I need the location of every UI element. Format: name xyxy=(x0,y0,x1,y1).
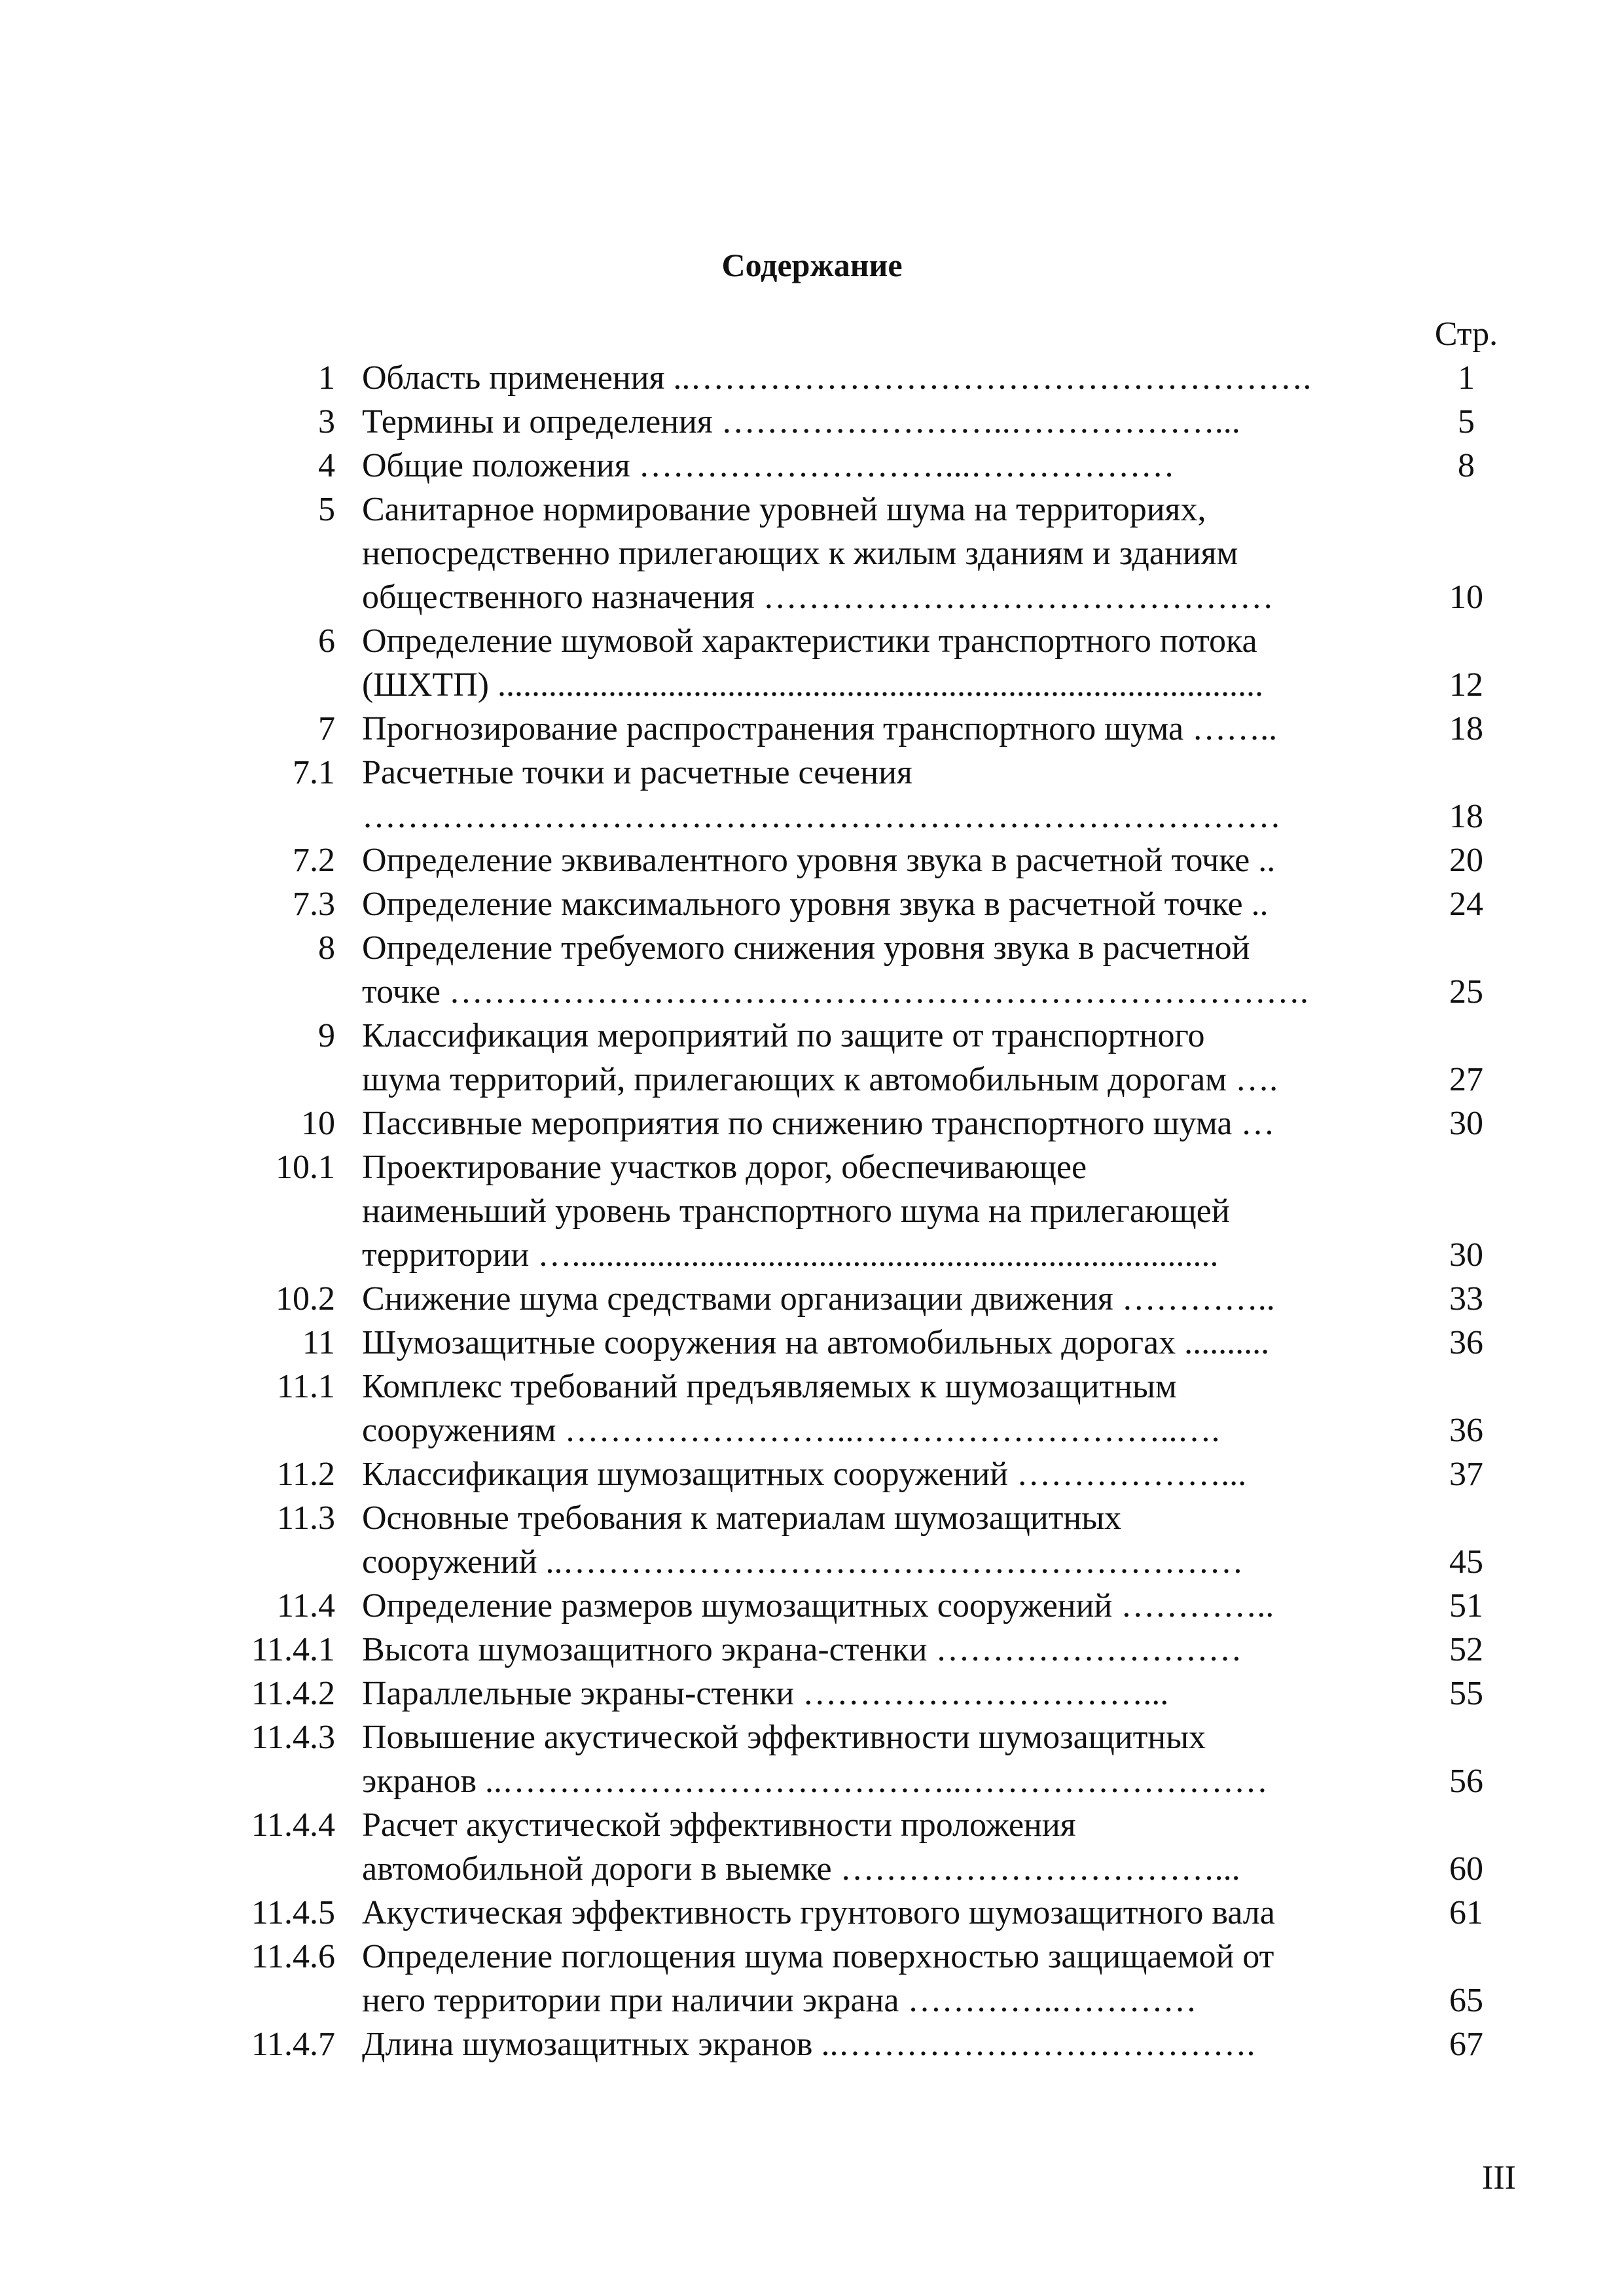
toc-entry-text: Повышение акустической эффективности шумозащитных xyxy=(362,1719,1206,1756)
toc-page-number: 12 xyxy=(1449,666,1483,704)
toc-page-number: 60 xyxy=(1449,1850,1483,1888)
toc-section-number: 11.4.4 xyxy=(251,1806,335,1844)
toc-row xyxy=(0,1891,1624,1935)
toc-row xyxy=(0,1935,1624,1979)
toc-row xyxy=(0,1102,1624,1145)
toc-page-number: 33 xyxy=(1449,1280,1483,1318)
toc-section-number: 11.4.1 xyxy=(251,1631,335,1668)
toc-section-number: 1 xyxy=(318,359,335,397)
toc-entry-text: Определение размеров шумозащитных сооружений ………….. xyxy=(362,1587,1274,1624)
toc-page-number: 30 xyxy=(1449,1105,1483,1142)
toc-row xyxy=(0,707,1624,751)
toc-page-number: 37 xyxy=(1449,1456,1483,1493)
toc-entry-text: Общие положения ………………………...……………… xyxy=(362,447,1175,484)
toc-page-number: 18 xyxy=(1449,710,1483,747)
toc-row xyxy=(0,531,1624,575)
toc-page-number: 65 xyxy=(1449,1982,1483,2019)
toc-entry-text: Параллельные экраны-стенки …………………………... xyxy=(362,1675,1169,1712)
toc-section-number: 5 xyxy=(318,491,335,528)
toc-section-number: 11.2 xyxy=(276,1456,335,1493)
toc-page-number: 18 xyxy=(1449,798,1483,835)
toc-list xyxy=(0,356,1624,2066)
toc-entry-text: автомобильной дороги в выемке ……………………………... xyxy=(362,1850,1240,1888)
toc-section-number: 8 xyxy=(318,929,335,967)
toc-section-number: 11.4.5 xyxy=(251,1894,335,1931)
toc-row xyxy=(0,1979,1624,2022)
toc-title: Содержание xyxy=(721,247,903,283)
toc-entry-text: Классификация мероприятий по защите от транспортного xyxy=(362,1017,1205,1054)
toc-row xyxy=(0,926,1624,970)
toc-row xyxy=(0,1584,1624,1628)
toc-entry-text: Определение поглощения шума поверхностью защищаемой от xyxy=(362,1938,1274,1975)
toc-row xyxy=(0,751,1624,795)
toc-row xyxy=(0,619,1624,663)
toc-page-number: 27 xyxy=(1449,1061,1483,1098)
toc-entry-text: точке …………………………………………………………………. xyxy=(362,973,1308,1011)
toc-entry-text: общественного назначения ……………………………………… xyxy=(362,579,1274,616)
toc-row xyxy=(0,2022,1624,2066)
toc-page-number: 36 xyxy=(1449,1412,1483,1449)
toc-section-number: 3 xyxy=(318,403,335,440)
toc-page-number: 5 xyxy=(1458,403,1475,440)
toc-page-number: 20 xyxy=(1449,842,1483,879)
toc-row xyxy=(0,970,1624,1014)
toc-page-number: 52 xyxy=(1449,1631,1483,1668)
toc-row xyxy=(0,1233,1624,1277)
toc-entry-text: Классификация шумозащитных сооружений ………………... xyxy=(362,1456,1247,1493)
toc-entry-text: непосредственно прилегающих к жилым зданиям и зданиям xyxy=(362,535,1238,572)
toc-entry-text: Снижение шума средствами организации движения ………….. xyxy=(362,1280,1275,1318)
toc-section-number: 11.4.3 xyxy=(251,1719,335,1756)
toc-section-number: 7.3 xyxy=(293,886,335,923)
toc-row xyxy=(0,1803,1624,1847)
toc-entry-text: Определение максимального уровня звука в расчетной точке .. xyxy=(362,886,1269,923)
toc-page-number: 61 xyxy=(1449,1894,1483,1931)
toc-entry-text: Прогнозирование распространения транспортного шума …….. xyxy=(362,710,1278,747)
toc-row xyxy=(0,1321,1624,1365)
toc-section-number: 11.4.2 xyxy=(251,1675,335,1712)
toc-row xyxy=(0,1277,1624,1321)
toc-page-number: 51 xyxy=(1449,1587,1483,1624)
toc-page-number: 55 xyxy=(1449,1675,1483,1712)
toc-row xyxy=(0,444,1624,488)
toc-entry-text: Комплекс требований предъявляемых к шумозащитным xyxy=(362,1368,1177,1405)
toc-page-number: 30 xyxy=(1449,1236,1483,1274)
toc-row xyxy=(0,838,1624,882)
toc-entry-text: сооружениям ……………………..………………………..…. xyxy=(362,1412,1220,1449)
page-column-header: Стр. xyxy=(1434,315,1498,353)
toc-section-number: 10 xyxy=(301,1105,335,1142)
toc-entry-text: сооружений ..…………………………………………………… xyxy=(362,1543,1244,1581)
toc-page-number: 10 xyxy=(1449,579,1483,616)
toc-section-number: 7.2 xyxy=(293,842,335,879)
toc-row xyxy=(0,663,1624,707)
toc-section-number: 10.1 xyxy=(276,1149,335,1186)
toc-section-number: 11.4.6 xyxy=(251,1938,335,1975)
toc-entry-text: Длина шумозащитных экранов ..………………………………. xyxy=(362,2026,1255,2063)
toc-section-number: 11.3 xyxy=(276,1499,335,1537)
toc-entry-text: него территории при наличии экрана …………..………… xyxy=(362,1982,1197,2019)
toc-page-number: 56 xyxy=(1449,1763,1483,1800)
toc-section-number: 6 xyxy=(318,622,335,660)
toc-row xyxy=(0,1672,1624,1715)
toc-entry-text: наименьший уровень транспортного шума на прилегающей xyxy=(362,1193,1230,1230)
toc-row xyxy=(0,1189,1624,1233)
toc-section-number: 11 xyxy=(302,1324,335,1361)
toc-entry-text: Акустическая эффективность грунтового шумозащитного вала xyxy=(362,1894,1275,1931)
toc-page-number: 8 xyxy=(1458,447,1475,484)
toc-row xyxy=(0,1365,1624,1408)
toc-entry-text: Шумозащитные сооружения на автомобильных дорогах .......... xyxy=(362,1324,1270,1361)
toc-section-number: 10.2 xyxy=(276,1280,335,1318)
toc-row xyxy=(0,1540,1624,1584)
toc-row xyxy=(0,1715,1624,1759)
toc-entry-text: Определение требуемого снижения уровня звука в расчетной xyxy=(362,929,1250,967)
toc-page-number: 24 xyxy=(1449,886,1483,923)
toc-entry-text: ……………………………………………………………………… xyxy=(362,798,1281,835)
toc-row xyxy=(0,1452,1624,1496)
page-folio: III xyxy=(1482,2159,1516,2197)
toc-row xyxy=(0,1014,1624,1058)
toc-section-number: 9 xyxy=(318,1017,335,1054)
toc-row xyxy=(0,400,1624,444)
toc-row xyxy=(0,1408,1624,1452)
toc-entry-text: Высота шумозащитного экрана-стенки ……………………… xyxy=(362,1631,1242,1668)
toc-entry-text: экранов ..…………………………………..……………………… xyxy=(362,1763,1269,1800)
toc-section-number: 11.4.7 xyxy=(251,2026,335,2063)
toc-section-number: 4 xyxy=(318,447,335,484)
toc-entry-text: Определение эквивалентного уровня звука в расчетной точке .. xyxy=(362,842,1276,879)
toc-row xyxy=(0,1847,1624,1891)
toc-entry-text: Расчетные точки и расчетные сечения xyxy=(362,754,912,791)
toc-entry-text: Область применения ..………………………………………………. xyxy=(362,359,1312,397)
toc-row xyxy=(0,1628,1624,1672)
toc-entry-text: Термины и определения ……………………..………………... xyxy=(362,403,1240,440)
toc-page-number: 36 xyxy=(1449,1324,1483,1361)
toc-row xyxy=(0,795,1624,838)
toc-page-number: 67 xyxy=(1449,2026,1483,2063)
toc-entry-text: Основные требования к материалам шумозащитных xyxy=(362,1499,1122,1537)
toc-entry-text: Определение шумовой характеристики транспортного потока xyxy=(362,622,1257,660)
toc-entry-text: Расчет акустической эффективности проложения xyxy=(362,1806,1076,1844)
toc-entry-text: территории …............................................................................ xyxy=(362,1236,1219,1274)
toc-page-number: 45 xyxy=(1449,1543,1483,1581)
toc-section-number: 7 xyxy=(318,710,335,747)
toc-entry-text: Санитарное нормирование уровней шума на территориях, xyxy=(362,491,1206,528)
toc-entry-text: шума территорий, прилегающих к автомобильным дорогам …. xyxy=(362,1061,1278,1098)
toc-page-number: 1 xyxy=(1458,359,1475,397)
toc-section-number: 7.1 xyxy=(293,754,335,791)
toc-row xyxy=(0,575,1624,619)
toc-row xyxy=(0,356,1624,400)
toc-entry-text: (ШХТП) .......................................................................................... xyxy=(362,666,1263,704)
toc-section-number: 11.1 xyxy=(276,1368,335,1405)
toc-section-number: 11.4 xyxy=(276,1587,335,1624)
toc-entry-text: Пассивные мероприятия по снижению транспортного шума … xyxy=(362,1105,1275,1142)
toc-row xyxy=(0,1145,1624,1189)
toc-row xyxy=(0,1496,1624,1540)
toc-row xyxy=(0,1759,1624,1803)
toc-entry-text: Проектирование участков дорог, обеспечивающее xyxy=(362,1149,1087,1186)
toc-row xyxy=(0,1058,1624,1102)
toc-row xyxy=(0,882,1624,926)
toc-row xyxy=(0,488,1624,531)
toc-page-number: 25 xyxy=(1449,973,1483,1011)
